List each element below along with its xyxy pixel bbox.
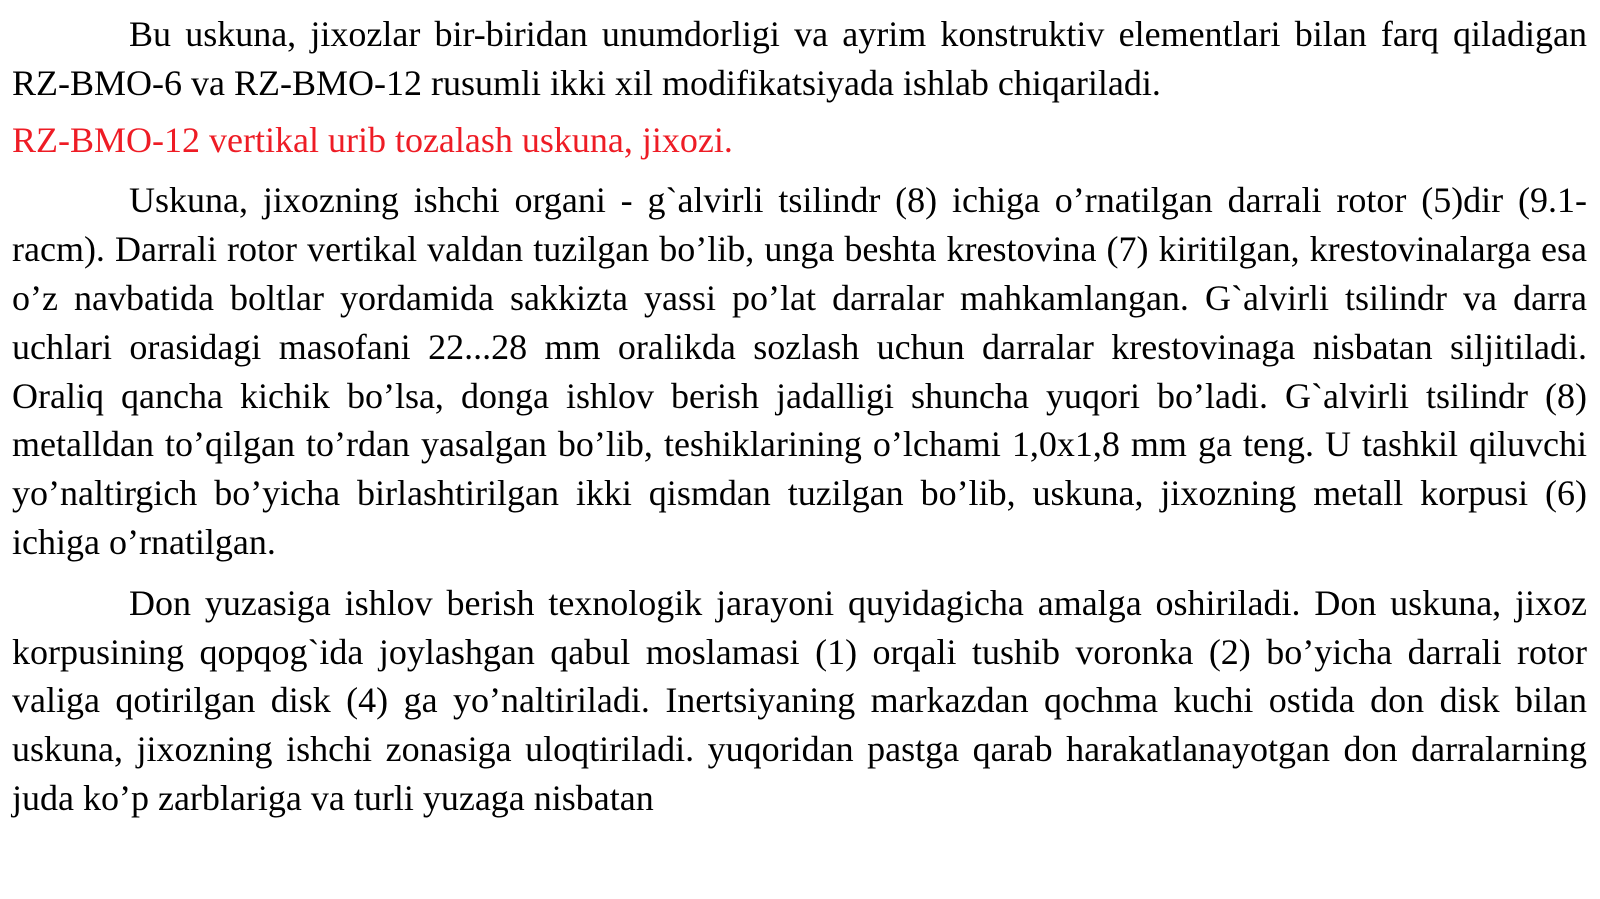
intro-paragraph: Bu uskuna, jixozlar bir-biridan unumdorligi va ayrim konstruktiv elementlari bilan farq qiladigan RZ-BMO-6 va RZ-BMO-12 rusumli ikki xil modifikatsiyada ishlab chiqariladi. <box>12 14 1587 103</box>
process-paragraph: Don yuzasiga ishlov berish texnologik jarayoni quyidagicha amalga oshiriladi. Don uskuna, jixoz korpusining qopqog`ida joylashgan qabul moslamasi (1) orqali tushib voronka (2) bo’yicha darrali rotor valiga qotirilgan disk (4) ga yo’naltiriladi. Inertsiyaning markazdan qochma kuchi ostida don disk bilan uskuna, jixozning ishchi zonasiga uloqtiriladi. yuqoridan pastga qarab harakatlanayotgan don darralarning juda ko’p zarblariga va turli yuzaga nisbatan <box>12 582 1587 818</box>
description-paragraph: Uskuna, jixozning ishchi organi - g`alvirli tsilindr (8) ichiga o’rnatilgan darrali rotor (5)dir (9.1-racm). Darrali rotor vertikal valdan tuzilgan bo’lib, unga beshta krestovina (7) kiritilgan, krestovinalarga esa o’z navbatida boltlar yordamida sakkizta yassi po’lat darralar mahkamlangan. G`alvirli tsilindr va darra uchlari orasidagi masofani 22...28 mm oralikda sozlash uchun darralar krestovinaga nisbatan siljitiladi. Oraliq qancha kichik bo’lsa, donga ishlov berish jadalligi shuncha yuqori bo’ladi. G`alvirli tsilindr (8) metalldan to’qilgan to’rdan yasalgan bo’lib, teshiklarining o’lchami 1,0x1,8 mm ga teng. U tashkil qiluvchi yo’naltirgich bo’yicha birlashtirilgan ikki qismdan tuzilgan bo’lib, uskuna, jixozning metall korpusi (6) ichiga o’rnatilgan. <box>12 180 1587 562</box>
section-heading: RZ-BMO-12 vertikal urib tozalash uskuna, jixozi. <box>12 119 733 160</box>
document-page <box>12 10 1587 823</box>
